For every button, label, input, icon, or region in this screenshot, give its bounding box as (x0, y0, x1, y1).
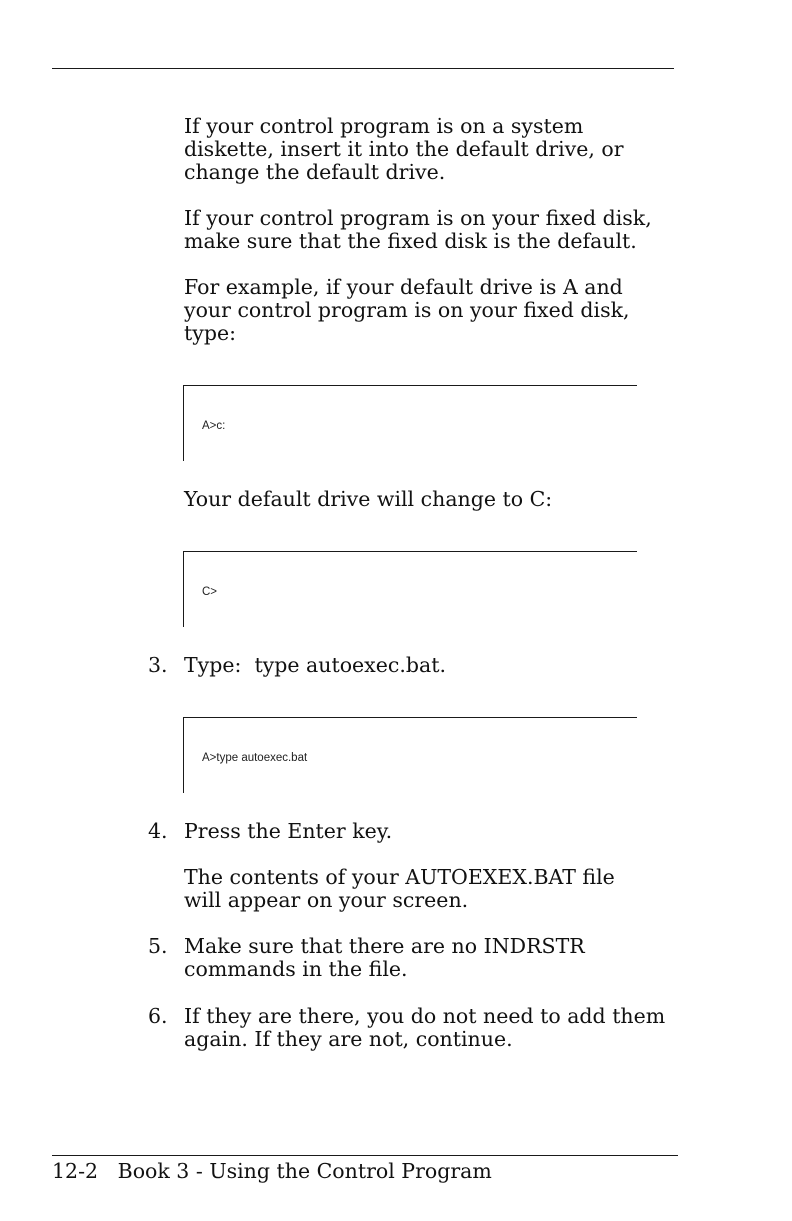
step-number-4: 4. (148, 819, 168, 843)
screen-text-a-c: A>c: (202, 420, 226, 432)
step-number-5: 5. (148, 934, 168, 958)
header-rule (52, 68, 674, 69)
screen-example-type-autoexec (183, 717, 637, 793)
paragraph-default-drive-change: Your default drive will change to C: (184, 487, 553, 511)
paragraph-system-diskette: If your control program is on a system diskette, insert it into the default drive, or change the default drive. (184, 114, 624, 184)
screen-example-a-to-c (183, 385, 637, 461)
step-4-text: Press the Enter key. (184, 819, 393, 843)
step-number-3: 3. (148, 653, 168, 677)
screen-example-c-prompt (183, 551, 637, 627)
step-5-text: Make sure that there are no INDRSTR commands in the file. (184, 934, 585, 981)
step-number-6: 6. (148, 1004, 168, 1028)
paragraph-example: For example, if your default drive is A and your control program is on your fixed disk, type: (184, 275, 630, 345)
footer-page-number: 12-2 (52, 1159, 99, 1183)
footer-title: Book 3 - Using the Control Program (117, 1159, 492, 1183)
footer-rule (52, 1155, 678, 1156)
step-6-text: If they are there, you do not need to add them again. If they are not, continue. (184, 1004, 666, 1051)
page-footer (52, 1160, 492, 1183)
screen-text-type-autoexec: A>type autoexec.bat (202, 752, 308, 764)
screen-text-c-prompt: C> (202, 586, 218, 598)
step-4-detail: The contents of your AUTOEXEX.BAT file will appear on your screen. (184, 865, 615, 912)
step-3-text: Type: type autoexec.bat. (184, 653, 446, 677)
paragraph-fixed-disk: If your control program is on your fixed disk, make sure that the fixed disk is the default. (184, 206, 652, 253)
